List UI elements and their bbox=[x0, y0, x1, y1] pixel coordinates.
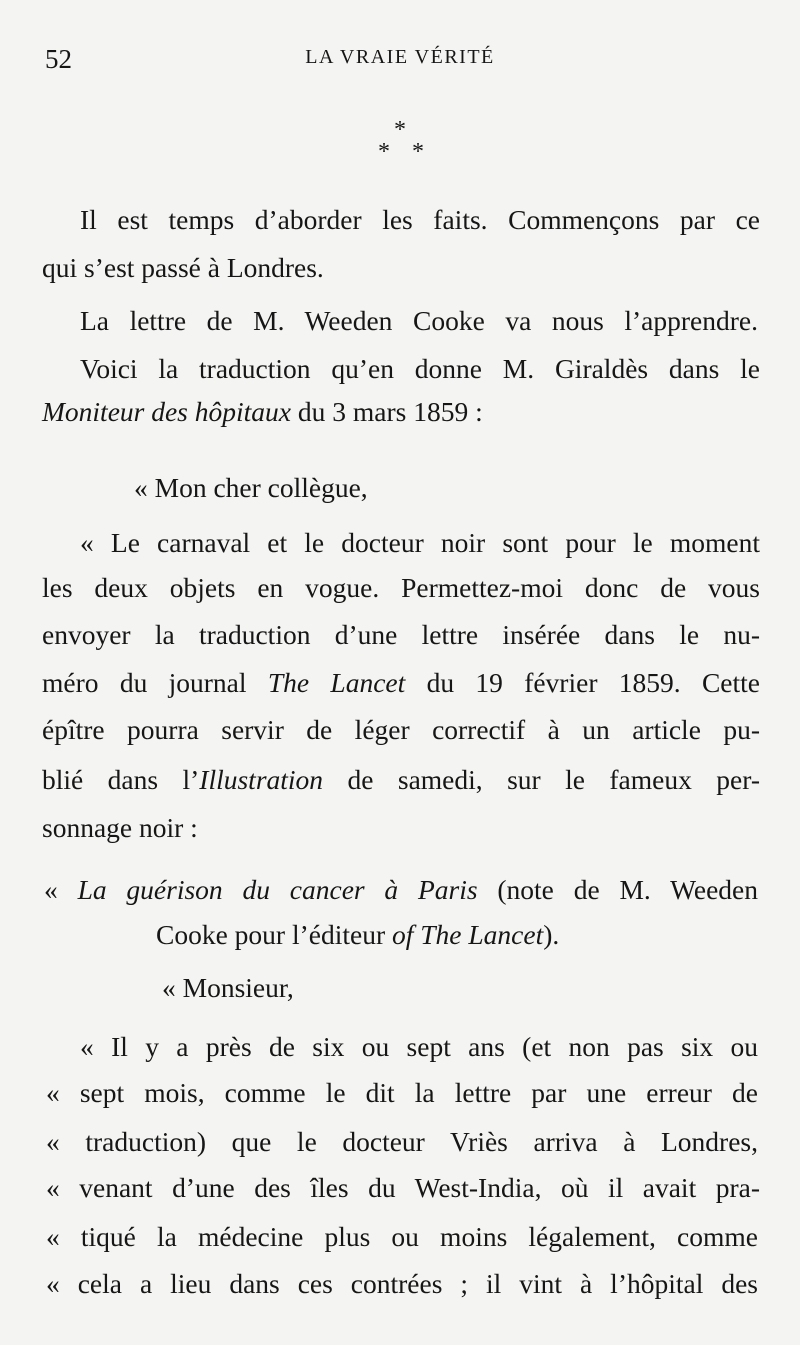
asterism-ornament bbox=[370, 118, 440, 168]
text-run: « Mon cher collègue, bbox=[134, 472, 368, 503]
text-line bbox=[44, 870, 758, 910]
running-title: LA VRAIE VÉRITÉ bbox=[305, 46, 495, 68]
text-run: les deux objets en vogue. Permettez-moi donc de vous bbox=[42, 572, 760, 603]
text-line bbox=[46, 1122, 758, 1162]
text-line bbox=[42, 808, 760, 848]
text-line bbox=[42, 663, 760, 703]
text-line bbox=[80, 200, 760, 240]
text-line bbox=[156, 915, 716, 955]
text-line bbox=[80, 1027, 758, 1067]
text-line bbox=[42, 760, 760, 800]
asterisk-right: * bbox=[412, 139, 424, 165]
text-run: La lettre de M. Weeden Cooke va nous l’apprendre. bbox=[80, 305, 758, 336]
text-run: « traduction) que le docteur Vriès arriva à Londres, bbox=[46, 1126, 758, 1157]
text-run: blié dans l’ bbox=[42, 764, 200, 795]
text-run: ). bbox=[543, 919, 560, 950]
page-header bbox=[40, 44, 760, 74]
text-run: « Le carnaval et le docteur noir sont pour le moment bbox=[80, 527, 760, 558]
text-run: du 19 février 1859. Cette bbox=[405, 667, 761, 698]
text-run: envoyer la traduction d’une lettre insérée dans le nu- bbox=[42, 619, 760, 650]
text-run: « cela a lieu dans ces contrées ; il vint à l’hôpital des bbox=[46, 1268, 758, 1299]
text-run: du 3 mars 1859 : bbox=[291, 396, 483, 427]
text-line bbox=[80, 349, 760, 389]
text-run: « bbox=[44, 874, 78, 905]
text-run: « venant d’une des îles du West-India, où il avait pra- bbox=[46, 1172, 760, 1203]
text-run: qui s’est passé à Londres. bbox=[42, 252, 324, 283]
text-line bbox=[46, 1073, 758, 1113]
text-line bbox=[42, 615, 760, 655]
italic-run: The Lancet bbox=[267, 667, 406, 698]
italic-run: of The Lancet bbox=[391, 919, 544, 950]
text-line bbox=[42, 710, 760, 750]
text-line bbox=[134, 468, 694, 508]
text-run: « Monsieur, bbox=[162, 972, 294, 1003]
text-run: épître pourra servir de léger correctif à un article pu- bbox=[42, 714, 760, 745]
text-line bbox=[46, 1264, 758, 1304]
text-line bbox=[42, 568, 760, 608]
text-run: « tiqué la médecine plus ou moins légalement, comme bbox=[46, 1221, 758, 1252]
text-run: Voici la traduction qu’en donne M. Giraldès dans le bbox=[80, 353, 760, 384]
asterisk-top: * bbox=[394, 117, 406, 143]
text-run: méro du journal bbox=[42, 667, 268, 698]
text-line bbox=[46, 1168, 760, 1208]
italic-run: Illustration bbox=[199, 764, 324, 795]
page-number: 52 bbox=[45, 44, 72, 74]
text-line bbox=[80, 523, 760, 563]
italic-run: Moniteur des hôpitaux bbox=[42, 396, 291, 427]
text-line bbox=[46, 1217, 758, 1257]
text-run: (note de M. Weeden bbox=[477, 874, 758, 905]
text-run: « Il y a près de six ou sept ans (et non pas six ou bbox=[80, 1031, 758, 1062]
text-line bbox=[80, 301, 758, 341]
text-line bbox=[42, 248, 760, 288]
asterisk-left: * bbox=[378, 139, 390, 165]
text-line bbox=[162, 968, 462, 1008]
text-line bbox=[42, 392, 760, 432]
text-run: sonnage noir : bbox=[42, 812, 198, 843]
italic-run: La guérison du cancer à Paris bbox=[77, 874, 478, 905]
text-run: Il est temps d’aborder les faits. Commençons par ce bbox=[80, 204, 760, 235]
text-run: « sept mois, comme le dit la lettre par une erreur de bbox=[46, 1077, 758, 1108]
text-run: Cooke pour l’éditeur bbox=[156, 919, 392, 950]
text-run: de samedi, sur le fameux per- bbox=[323, 764, 760, 795]
